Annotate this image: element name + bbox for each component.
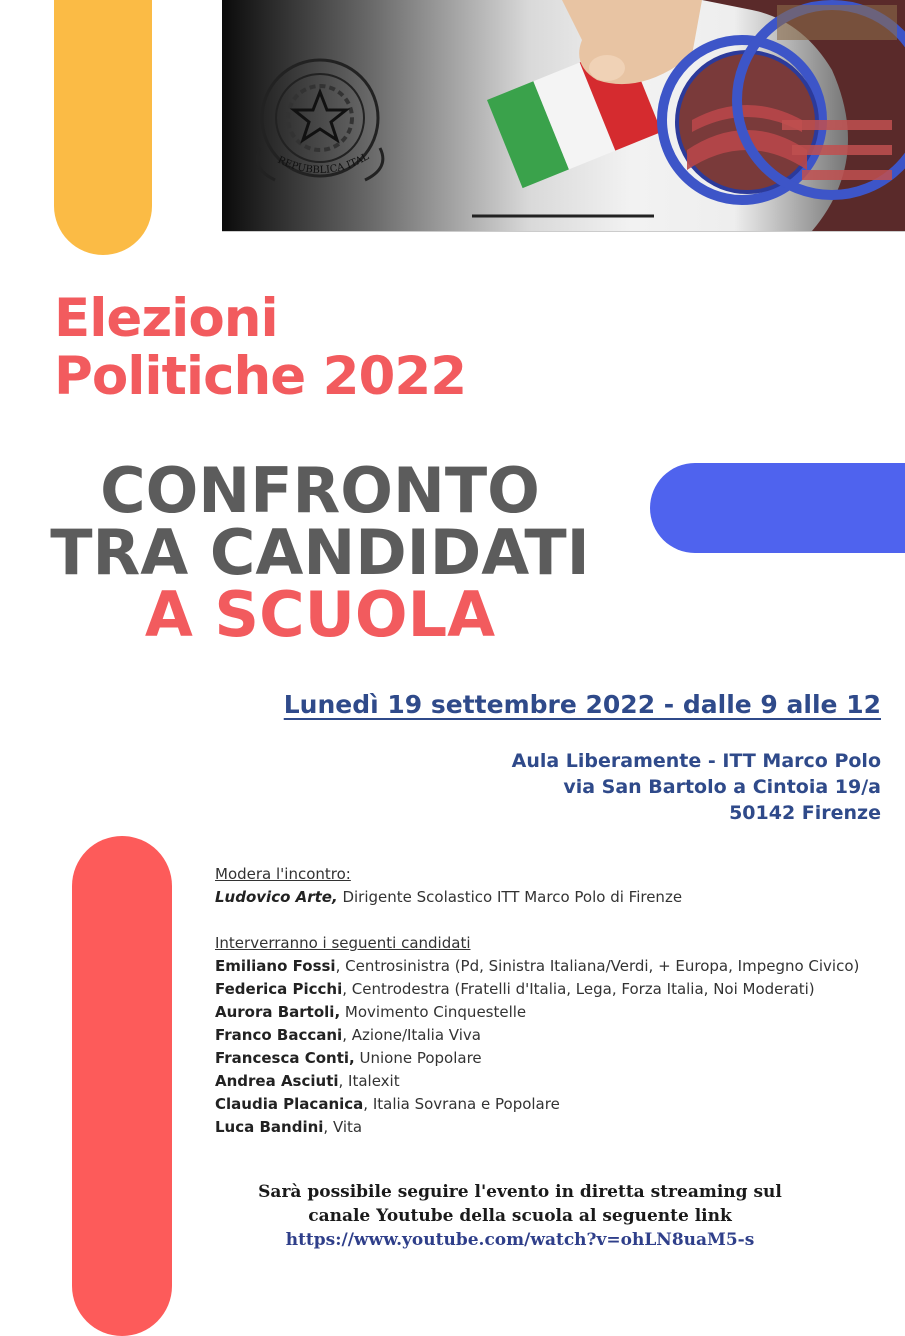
list-item <box>215 1024 895 1047</box>
candidate-name: Andrea Asciuti <box>215 1072 339 1090</box>
candidate-name: Emiliano Fossi <box>215 957 336 975</box>
title-line-1: Elezioni <box>54 288 278 349</box>
list-item <box>215 955 895 978</box>
yellow-decor-pill <box>54 0 152 255</box>
moderator-name: Ludovico Arte, <box>215 888 338 906</box>
candidate-party: , Azione/Italia Viva <box>342 1026 481 1044</box>
list-item <box>215 1070 895 1093</box>
streaming-line-1: Sarà possibile seguire l'evento in diretta streaming sul <box>258 1182 782 1202</box>
red-decor-pill <box>72 836 172 1336</box>
venue-line-1: Aula Liberamente - ITT Marco Polo <box>511 750 881 772</box>
candidate-name: Francesca Conti, <box>215 1049 355 1067</box>
list-item <box>215 1093 895 1116</box>
list-item <box>215 1001 895 1024</box>
svg-text:REPUBBLICA ITALIANA: REPUBBLICA ITALIANA <box>275 110 372 177</box>
moderator-line <box>215 886 895 909</box>
streaming-note <box>130 1180 905 1252</box>
venue-line-3: 50142 Firenze <box>729 802 881 824</box>
candidate-party: , Centrodestra (Fratelli d'Italia, Lega, Forza Italia, Noi Moderati) <box>342 980 815 998</box>
info-block <box>215 863 895 1139</box>
moderator-heading: Modera l'incontro: <box>215 865 351 883</box>
header-image <box>222 0 905 232</box>
blue-decor-pill <box>650 463 905 553</box>
main-heading <box>20 454 620 651</box>
list-item <box>215 1116 895 1139</box>
title-line-2: Politiche 2022 <box>54 346 467 407</box>
candidate-name: Claudia Placanica <box>215 1095 364 1113</box>
candidate-party: Movimento Cinquestelle <box>340 1003 527 1021</box>
candidate-party: , Italia Sovrana e Popolare <box>363 1095 560 1113</box>
candidate-party: , Vita <box>323 1118 363 1136</box>
candidates-heading: Interverranno i seguenti candidati <box>215 934 471 952</box>
candidate-party: , Centrosinistra (Pd, Sinistra Italiana/Verdi, + Europa, Impegno Civico) <box>335 957 860 975</box>
youtube-link[interactable]: https://www.youtube.com/watch?v=ohLN8uaM5-s <box>285 1230 755 1250</box>
moderator-role: Dirigente Scolastico ITT Marco Polo di Firenze <box>337 888 683 906</box>
main-heading-line-2: TRA CANDIDATI <box>50 516 590 589</box>
italian-emblem-icon <box>257 60 383 180</box>
main-heading-line-1: CONFRONTO <box>100 454 540 527</box>
candidate-name: Aurora Bartoli, <box>215 1003 341 1021</box>
venue-line-2: via San Bartolo a Cintoia 19/a <box>563 776 881 798</box>
list-item <box>215 978 895 1001</box>
main-heading-line-3: A SCUOLA <box>144 578 496 651</box>
candidate-party: Unione Popolare <box>354 1049 482 1067</box>
streaming-line-2: canale Youtube della scuola al seguente link <box>308 1206 732 1226</box>
candidate-name: Federica Picchi <box>215 980 343 998</box>
candidate-party: , Italexit <box>338 1072 400 1090</box>
candidate-name: Luca Bandini <box>215 1118 324 1136</box>
event-venue <box>512 748 881 826</box>
event-date: Lunedì 19 settembre 2022 - dalle 9 alle 12 <box>283 690 881 719</box>
page-title <box>54 290 466 406</box>
list-item <box>215 1047 895 1070</box>
candidate-name: Franco Baccani <box>215 1026 343 1044</box>
